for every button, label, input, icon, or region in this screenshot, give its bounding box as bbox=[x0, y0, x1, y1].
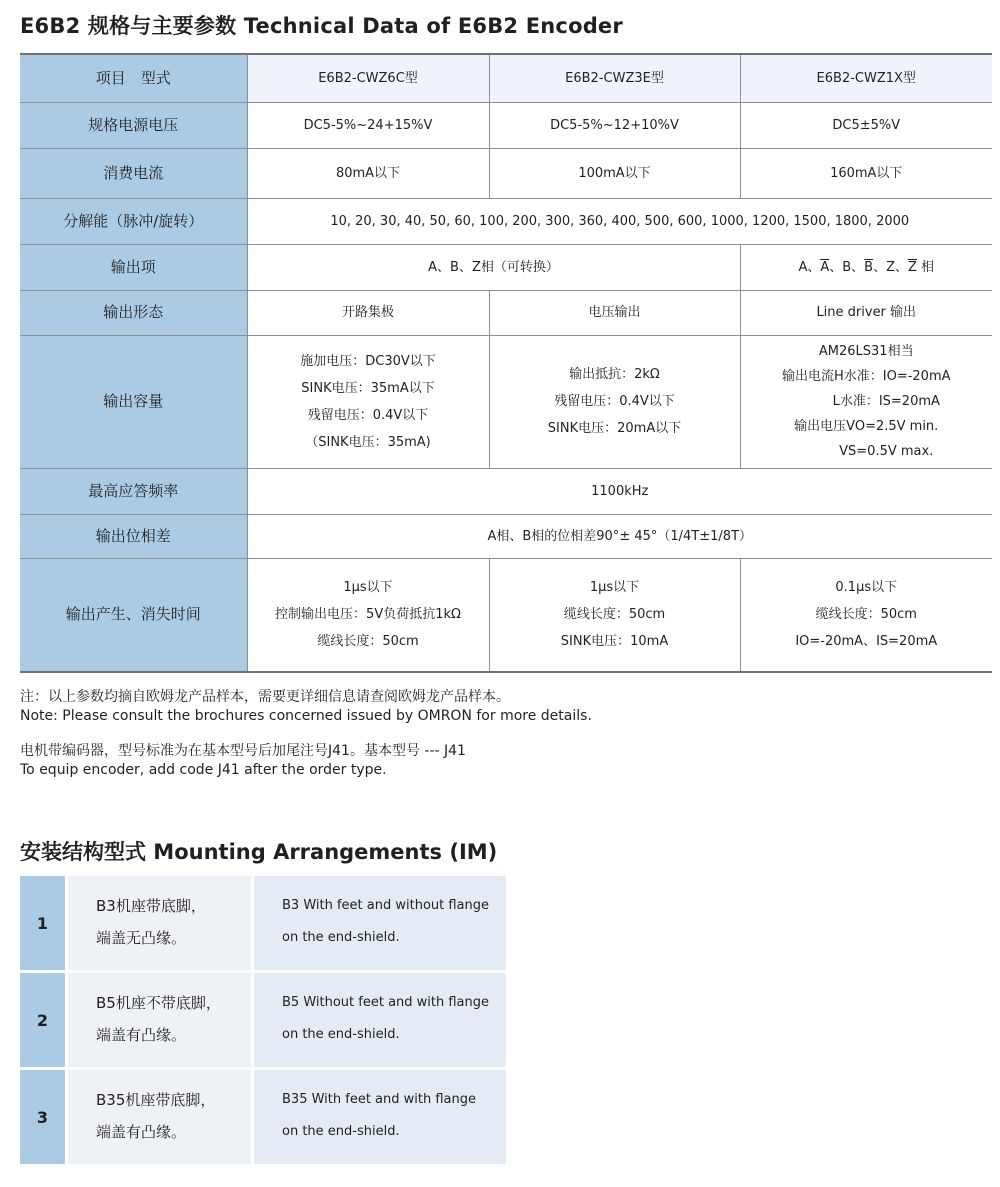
table-row-phase-difference bbox=[20, 514, 992, 558]
output-phase-value-line-driver: A、$\overline{A}$、B、$\overline{B}$、Z、$\overline{Z}$ 相 bbox=[740, 244, 992, 290]
voltage-value: DC5-5%~24+15%V bbox=[247, 102, 489, 148]
resolution-label: 分解能（脉冲/旋转） bbox=[20, 198, 247, 244]
capacity-value-cwz6c: 施加电压：DC30V以下 SINK电压：35mA以下 残留电压：0.4V以下 （SINK电压：35mA) bbox=[247, 335, 489, 468]
mounting-row bbox=[20, 876, 506, 970]
table-row-output-form bbox=[20, 290, 992, 335]
mounting-desc-en: B5 Without feet and with flange on the end-shield. bbox=[254, 973, 506, 1067]
output-phase-value: A、B、Z相（可转换） bbox=[247, 244, 740, 290]
mounting-number: 3 bbox=[20, 1070, 65, 1164]
mounting-row bbox=[20, 1070, 506, 1164]
header-label: 项目 型式 bbox=[20, 54, 247, 102]
rise-time-value-cwz3e: 1μs以下 缆线长度：50cm SINK电压：10mA bbox=[489, 558, 740, 672]
mounting-desc-cn: B5机座不带底脚， 端盖有凸缘。 bbox=[68, 973, 251, 1067]
output-form-value: 开路集极 bbox=[247, 290, 489, 335]
phase-difference-value: A相、B相的位相差90°± 45°（1/4T±1/8T） bbox=[247, 514, 992, 558]
mounting-desc-en: B35 With feet and with flange on the end-shield. bbox=[254, 1070, 506, 1164]
max-frequency-value: 1100kHz bbox=[247, 468, 992, 514]
mounting-title: 安装结构型式 Mounting Arrangements (IM) bbox=[20, 840, 498, 864]
table-row-output-phase bbox=[20, 244, 992, 290]
capacity-value-cwz1x: AM26LS31相当 输出电流H水准：IO=-20mA L水准：IS=20mA 输出电压VO=2.5V min. VS=0.5V max. bbox=[740, 335, 992, 468]
capacity-value-cwz3e: 输出抵抗：2kΩ 残留电压：0.4V以下 SINK电压：20mA以下 bbox=[489, 335, 740, 468]
resolution-value: 10, 20, 30, 40, 50, 60, 100, 200, 300, 360, 400, 500, 600, 1000, 1200, 1500, 1800, 2000 bbox=[247, 198, 992, 244]
model-cwz1x: E6B2-CWZ1X型 bbox=[740, 54, 992, 102]
table-row-max-frequency bbox=[20, 468, 992, 514]
note-en: To equip encoder, add code J41 after the order type. bbox=[20, 762, 387, 778]
voltage-value: DC5±5%V bbox=[740, 102, 992, 148]
mounting-desc-cn: B35机座带底脚， 端盖有凸缘。 bbox=[68, 1070, 251, 1164]
mounting-number: 2 bbox=[20, 973, 65, 1067]
note-cn: 注：以上参数均摘自欧姆龙产品样本，需要更详细信息请查阅欧姆龙产品样本。 bbox=[20, 689, 510, 705]
table-row-rise-time bbox=[20, 558, 992, 672]
output-phase-label: 输出项 bbox=[20, 244, 247, 290]
table-row-resolution bbox=[20, 198, 992, 244]
note-omron bbox=[20, 688, 592, 726]
technical-data-table bbox=[20, 53, 992, 673]
voltage-label: 规格电源电压 bbox=[20, 102, 247, 148]
table-row-capacity bbox=[20, 335, 992, 468]
note-cn: 电机带编码器，型号标准为在基本型号后加尾注号J41。基本型号 --- J41 bbox=[20, 743, 466, 759]
current-label: 消费电流 bbox=[20, 148, 247, 198]
output-form-label: 输出形态 bbox=[20, 290, 247, 335]
table-row-voltage bbox=[20, 102, 992, 148]
table-row-header bbox=[20, 54, 992, 102]
output-form-value: Line driver 输出 bbox=[740, 290, 992, 335]
max-frequency-label: 最高应答频率 bbox=[20, 468, 247, 514]
model-cwz6c: E6B2-CWZ6C型 bbox=[247, 54, 489, 102]
mounting-table bbox=[20, 876, 506, 1167]
current-value: 160mA以下 bbox=[740, 148, 992, 198]
mounting-desc-en: B3 With feet and without flange on the end-shield. bbox=[254, 876, 506, 970]
rise-time-label: 输出产生、消失时间 bbox=[20, 558, 247, 672]
table-row-current bbox=[20, 148, 992, 198]
output-form-value: 电压输出 bbox=[489, 290, 740, 335]
page-title: E6B2 规格与主要参数 Technical Data of E6B2 Encoder bbox=[20, 14, 623, 38]
current-value: 100mA以下 bbox=[489, 148, 740, 198]
mounting-number: 1 bbox=[20, 876, 65, 970]
voltage-value: DC5-5%~12+10%V bbox=[489, 102, 740, 148]
phase-difference-label: 输出位相差 bbox=[20, 514, 247, 558]
model-cwz3e: E6B2-CWZ3E型 bbox=[489, 54, 740, 102]
mounting-desc-cn: B3机座带底脚， 端盖无凸缘。 bbox=[68, 876, 251, 970]
rise-time-value-cwz6c: 1μs以下 控制输出电压：5V负荷抵抗1kΩ 缆线长度：50cm bbox=[247, 558, 489, 672]
note-encoder-code bbox=[20, 742, 466, 780]
current-value: 80mA以下 bbox=[247, 148, 489, 198]
mounting-row bbox=[20, 973, 506, 1067]
capacity-label: 输出容量 bbox=[20, 335, 247, 468]
rise-time-value-cwz1x: 0.1μs以下 缆线长度：50cm IO=-20mA、IS=20mA bbox=[740, 558, 992, 672]
note-en: Note: Please consult the brochures concerned issued by OMRON for more details. bbox=[20, 708, 592, 724]
